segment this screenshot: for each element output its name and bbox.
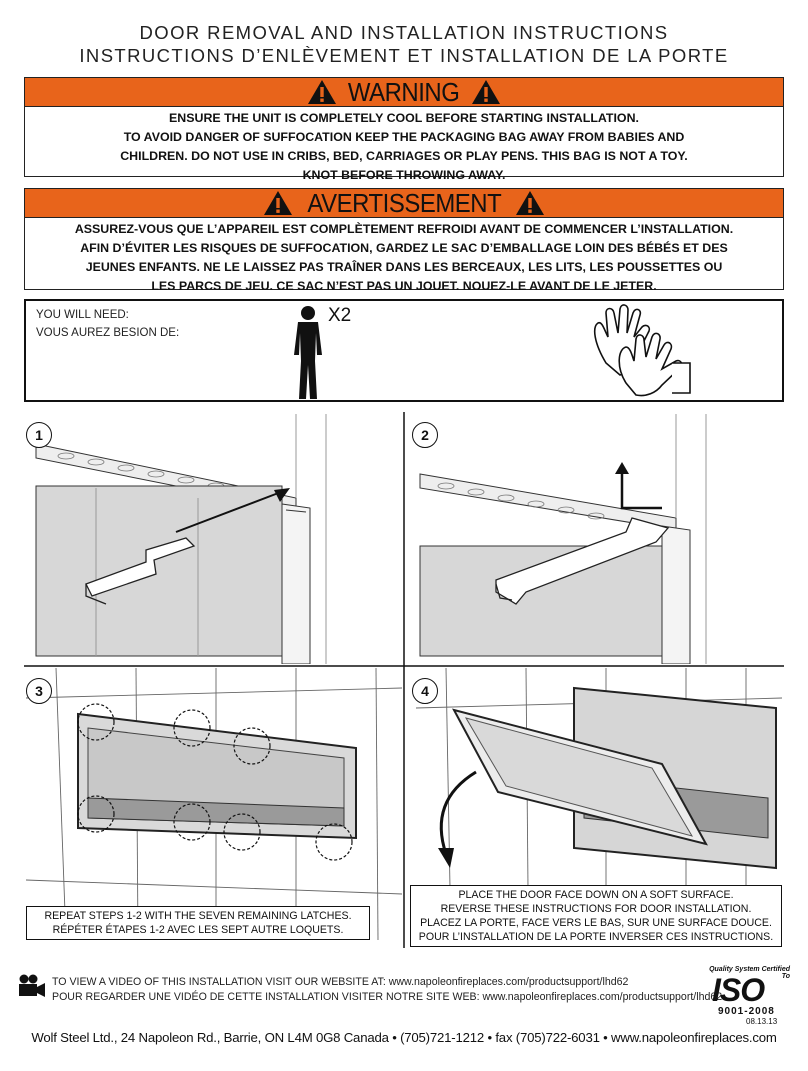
video-link-english: TO VIEW A VIDEO OF THIS INSTALLATION VISIT OUR WEBSITE AT: www.napoleonfireplaces.com/productsupport/lhd62 [52, 976, 629, 988]
need-label-french: VOUS AUREZ BESION DE: [36, 327, 180, 339]
step-1-illustration [26, 414, 402, 664]
avertissement-label: AVERTISSEMENT [307, 187, 501, 218]
caption-line: REPEAT STEPS 1-2 WITH THE SEVEN REMAINING LATCHES. [44, 910, 352, 922]
person-count: X2 [328, 305, 352, 326]
avertissement-banner [24, 188, 784, 218]
caption-line: RÉPÉTER ÉTAPES 1-2 AVEC LES SEPT AUTRE LOQUETS. [52, 924, 344, 936]
step-2-illustration [406, 414, 782, 664]
video-link-french: POUR REGARDER UNE VIDÉO DE CETTE INSTALLATION VISITER NOTRE SITE WEB: www.napoleonfireplaces.com/productsupport/lhd62 [52, 991, 723, 1003]
caption-line: REVERSE THESE INSTRUCTIONS FOR DOOR INSTALLATION. [440, 903, 752, 915]
warning-line: ENSURE THE UNIT IS COMPLETELY COOL BEFORE STARTING INSTALLATION. [169, 111, 639, 125]
title-french: INSTRUCTIONS D’ENLÈVEMENT ET INSTALLATION DE LA PORTE [79, 45, 729, 66]
warning-line: TO AVOID DANGER OF SUFFOCATION KEEP THE PACKAGING BAG AWAY FROM BABIES AND [123, 130, 685, 144]
avertissement-line: AFIN D’ÉVITER LES RISQUES DE SUFFOCATION, GARDEZ LE SAC D’EMBALLAGE LOIN DES BÉBÉS ET DES [80, 241, 728, 255]
step-3-illustration [26, 668, 402, 940]
step-1-number: 1 [26, 422, 52, 448]
step-4-number: 4 [412, 678, 438, 704]
warning-banner [24, 77, 784, 107]
step-4-caption [410, 885, 782, 947]
need-label-english: YOU WILL NEED: [36, 309, 129, 321]
caption-line: POUR L’INSTALLATION DE LA PORTE INVERSER CES INSTRUCTIONS. [418, 931, 774, 943]
avertissement-line: LES PARCS DE JEU. CE SAC N’EST PAS UN JOUET. NOUEZ-LE AVANT DE LE JETER. [151, 279, 657, 293]
iso-tagline: Quality System Certified To [709, 966, 790, 980]
title-english: DOOR REMOVAL AND INSTALLATION INSTRUCTIONS [139, 22, 669, 43]
video-camera-icon [18, 974, 46, 998]
iso-logo: ISO [712, 972, 765, 1008]
iso-standard: 9001-2008 [718, 1006, 775, 1017]
avertissement-line: JEUNES ENFANTS. NE LE LAISSEZ PAS TRAÎNER DANS LES BERCEAUX, LES LITS, LES POUSSETTES OU [85, 260, 723, 274]
tools-needed-box [24, 299, 784, 402]
company-address: Wolf Steel Ltd., 24 Napoleon Rd., Barrie, ON L4M 0G8 Canada • (705)721-1212 • fax (705)722-6031 • www.napoleonfireplaces.com [31, 1030, 777, 1045]
avertissement-text-box [24, 218, 784, 293]
step-2-number: 2 [412, 422, 438, 448]
caption-line: PLACE THE DOOR FACE DOWN ON A SOFT SURFACE. [458, 889, 734, 901]
warning-text-box [24, 107, 784, 182]
warning-triangle-icon [471, 79, 501, 105]
warning-line: CHILDREN. DO NOT USE IN CRIBS, BED, CARRIAGES OR PLAY PENS. THIS BAG IS NOT A TOY. [120, 149, 688, 163]
warning-triangle-icon [307, 79, 337, 105]
caption-line: PLACEZ LA PORTE, FACE VERS LE BAS, SUR UNE SURFACE DOUCE. [420, 917, 772, 929]
gloves-icon [586, 303, 696, 399]
document-date: 08.13.13 [746, 1017, 778, 1026]
warning-line: KNOT BEFORE THROWING AWAY. [302, 168, 506, 182]
step-3-number: 3 [26, 678, 52, 704]
warning-triangle-icon [263, 190, 293, 216]
step-4-illustration [406, 668, 782, 888]
avertissement-line: ASSUREZ-VOUS QUE L’APPAREIL EST COMPLÈTEMENT REFROIDI AVANT DE COMMENCER L’INSTALLATION. [74, 222, 734, 236]
warning-label: WARNING [348, 76, 460, 107]
warning-triangle-icon [515, 190, 545, 216]
step-3-caption [26, 906, 370, 940]
